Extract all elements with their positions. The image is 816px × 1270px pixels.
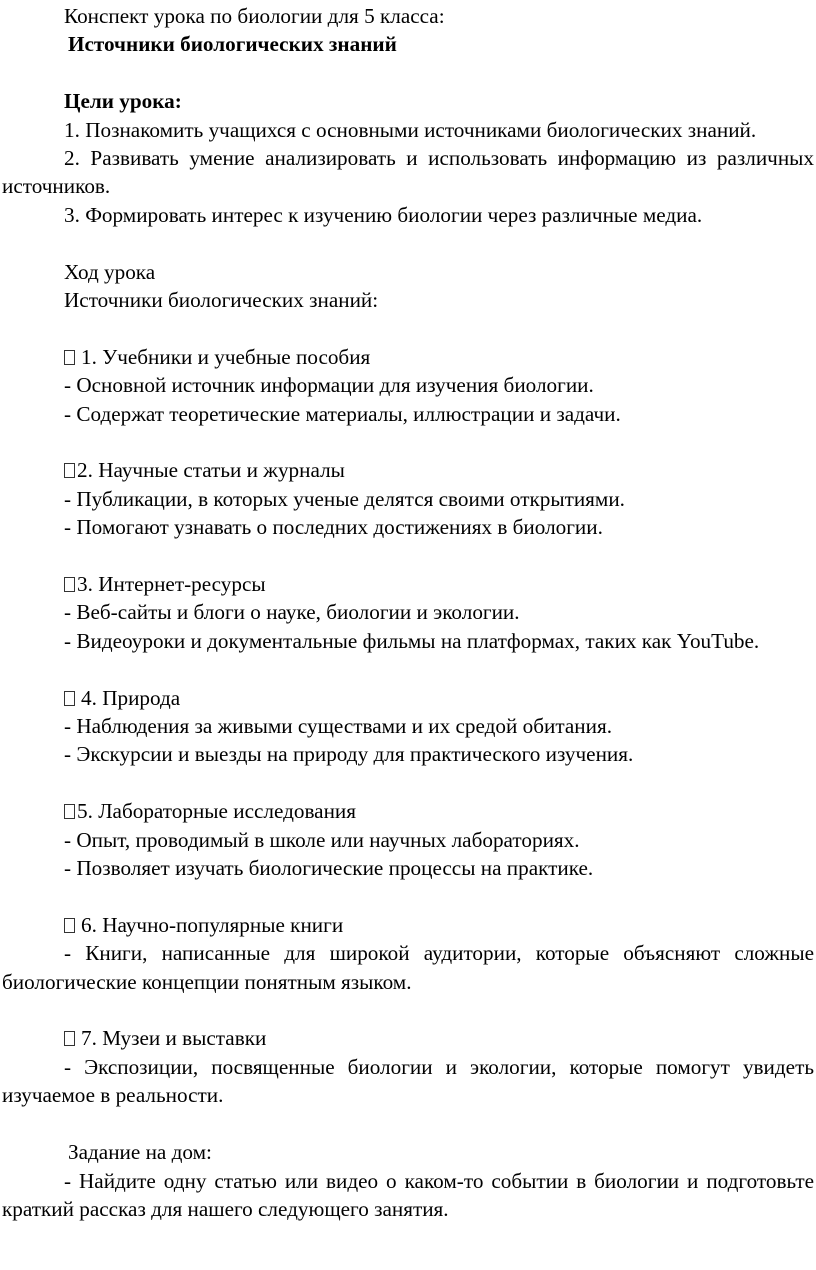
missing-glyph-icon: [64, 691, 75, 706]
spacer: [2, 59, 814, 87]
source-title: [2, 1024, 814, 1052]
spacer: [2, 542, 814, 570]
goal-item: 1. Познакомить учащихся с основными источниками биологических знаний.: [64, 117, 757, 142]
source-point: - Публикации, в которых ученые делятся своими открытиями.: [64, 486, 625, 511]
source-point: - Основной источник информации для изучения биологии.: [64, 373, 594, 398]
source-point: - Веб-сайты и блоги о науке, биологии и экологии.: [64, 600, 520, 625]
spacer: [2, 229, 814, 257]
missing-glyph-icon: [64, 463, 75, 478]
goal-item: 2. Развивать умение анализировать и использовать информацию из различных источников.: [2, 146, 814, 199]
spacer: [2, 769, 814, 797]
document-body: [2, 2, 814, 1223]
spacer: [2, 314, 814, 342]
goals-heading: Цели урока:: [64, 89, 182, 114]
homework-heading: Задание на дом:: [68, 1140, 212, 1165]
source-title: [2, 684, 814, 712]
goal-item: 3. Формировать интерес к изучению биологии через различные медиа.: [64, 202, 703, 227]
spacer: [2, 882, 814, 910]
document-title: Источники биологических знаний: [68, 32, 397, 57]
source-title-text: 3. Интернет-ресурсы: [77, 572, 266, 597]
missing-glyph-icon: [64, 577, 75, 592]
source-title: [2, 570, 814, 598]
source-point: - Книги, написанные для широкой аудитории, которые объясняют сложные биологические концепции понятным языком.: [2, 941, 814, 994]
source-title: [2, 456, 814, 484]
source-title-text: 1. Учебники и учебные пособия: [81, 344, 371, 369]
spacer: [2, 996, 814, 1024]
missing-glyph-icon: [64, 918, 75, 933]
lesson-subheading: Источники биологических знаний:: [64, 288, 379, 313]
source-title: [2, 343, 814, 371]
source-title-text: 7. Музеи и выставки: [81, 1026, 267, 1051]
source-point: - Экспозиции, посвященные биологии и экологии, которые помогут увидеть изучаемое в реальности.: [2, 1054, 814, 1108]
source-title: [2, 797, 814, 825]
source-point: - Экскурсии и выезды на природу для практического изучения.: [64, 742, 634, 767]
spacer: [2, 655, 814, 683]
header-line: Конспект урока по биологии для 5 класса:: [64, 4, 445, 28]
missing-glyph-icon: [64, 350, 75, 365]
spacer: [2, 428, 814, 456]
lesson-heading: Ход урока: [64, 259, 156, 284]
homework-text: - Найдите одну статью или видео о каком-то событии в биологии и подготовьте краткий рассказ для нашего следующего занятия.: [2, 1168, 814, 1221]
source-title-text: 6. Научно-популярные книги: [81, 912, 344, 937]
spacer: [2, 1110, 814, 1138]
source-point: - Содержат теоретические материалы, иллюстрации и задачи.: [64, 401, 621, 426]
source-point: - Наблюдения за живыми существами и их средой обитания.: [64, 714, 613, 739]
missing-glyph-icon: [64, 1031, 75, 1046]
source-title-text: 4. Природа: [81, 685, 181, 710]
source-title-text: 5. Лабораторные исследования: [77, 799, 356, 824]
source-point: - Видеоуроки и документальные фильмы на платформах, таких как YouTube.: [64, 628, 760, 653]
source-title-text: 2. Научные статьи и журналы: [77, 458, 345, 483]
source-title: [2, 911, 814, 939]
source-point: - Позволяет изучать биологические процессы на практике.: [64, 856, 594, 881]
missing-glyph-icon: [64, 804, 75, 819]
source-point: - Помогают узнавать о последних достижениях в биологии.: [64, 515, 603, 540]
source-point: - Опыт, проводимый в школе или научных лабораториях.: [64, 827, 580, 852]
